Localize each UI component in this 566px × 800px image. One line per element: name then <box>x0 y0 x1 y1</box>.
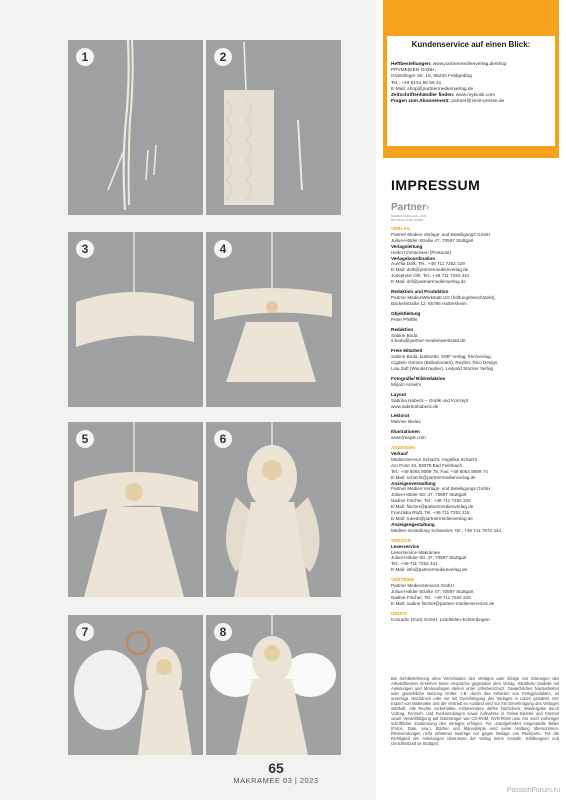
service-line-text: Tel.: +49 8131 56 55 41 <box>391 80 442 86</box>
impressum-line: s.boda@partner-medienwerkstatt.de <box>391 338 466 344</box>
impressum-line: Julius-Hölder-Straße 47, 70597 Stuttgart <box>391 237 474 243</box>
impressum-line: Tel.: +49 8064 9059 75, Fax: +49 8064 9059 74 <box>391 468 488 474</box>
logo-text: Partner <box>391 202 427 213</box>
cord-illustration <box>68 40 203 215</box>
impressum-line: E-Mail: info@partnermedienverlag.de <box>391 567 468 573</box>
impressum-line: Partner Medien Verlags- und Beteiligungs GmbH <box>391 231 491 237</box>
fringe-illustration <box>68 232 203 407</box>
angel-wings-illustration <box>68 422 203 597</box>
impressum-line: Backesstraße 12, 65795 Hattersheim <box>391 300 467 306</box>
section-heading: VERLAG <box>391 226 411 231</box>
impressum-line: Julius-Hölder-Straße 47, 70597 Stuttgart <box>391 588 474 594</box>
service-line-text: www.partnermedienverlag.de/shop <box>431 62 507 67</box>
step-number: 1 <box>76 48 94 66</box>
watermark: PassionForum.ru <box>506 787 560 794</box>
impressum-line: Melvine Bielas <box>391 419 421 425</box>
impressum-title: IMPRESSUM <box>391 177 481 193</box>
step-photo-7 <box>68 615 203 755</box>
logo-subtitle: MEDIEN VERLAGS- UND <box>391 214 427 218</box>
step-number: 8 <box>214 623 232 641</box>
impressum-line: E-Mail: nadine.fischer@partner-medienservices.de <box>391 600 495 606</box>
impressum-line: Josephine Ohl, Tel.: +49 711 7252 441 <box>391 273 470 279</box>
step-photo-6 <box>206 422 341 597</box>
impressum-line: Mirjam Anselm <box>391 381 422 387</box>
angle-body-illustration <box>206 232 341 407</box>
step-photo-8 <box>206 615 341 755</box>
subsection-heading: Redaktion und Produktion <box>391 289 449 295</box>
impressum-line: Heiko Christensen (Prokurist) <box>391 249 451 255</box>
subsection-heading: Objektleitung <box>391 310 421 316</box>
impressum-line: E-Mail: rueedt@partnermedienverlag.de <box>391 515 473 521</box>
impressum-line: E-Mail: dolk@partnermedienverlag.de <box>391 267 469 273</box>
subsection-heading: Lektorat <box>391 413 410 419</box>
step-number: 2 <box>214 48 232 66</box>
partner-logo <box>391 197 443 223</box>
frayed-cord-illustration <box>206 40 341 215</box>
step-photo-2 <box>206 40 341 215</box>
subsection-heading: Leserservice <box>391 543 420 549</box>
subsection-heading: Anzeigenverwaltung <box>391 480 436 486</box>
step-number: 4 <box>214 240 232 258</box>
step-photo-4 <box>206 232 341 407</box>
impressum-line: E-Mail: schacht@partnermedienverlag.de <box>391 474 476 480</box>
step-number: 6 <box>214 430 232 448</box>
impressum-line: www.freepik.com <box>391 435 426 441</box>
subsection-heading: Redaktion <box>391 326 414 332</box>
chevron-right-icon: › <box>426 202 430 213</box>
subsection-heading: Illustrationen <box>391 429 420 435</box>
impressum-line: Aurelia Dolk, Tel.: +49 711 7252 229 <box>391 261 465 267</box>
step-photo-3 <box>68 232 203 407</box>
subsection-heading: Freie Mitarbeit <box>391 348 423 354</box>
impressum-line: Sabrina Habeck – Grafik und Konzept <box>391 397 469 403</box>
issue-label: MAKRAMEE 03 | 2023 <box>233 776 319 785</box>
logo-subtitle: BETEILIGUNGS GMBH <box>391 217 424 222</box>
impressum-line: Partner Medien Verlags- und Beteiligungs GmbH <box>391 486 491 492</box>
service-line-text: partner@zenit-presse.de <box>449 99 505 105</box>
service-line-text: www.mykiosk.com <box>454 93 495 99</box>
impressum-line: Medien-Gestaltung Schweizer, Tel.: +49 711 7874 444 <box>391 527 502 533</box>
impressum-line: MedienService Schacht, Angelika Schacht <box>391 456 478 462</box>
subsection-heading: Fotografie/ Bildredaktion <box>391 375 446 381</box>
subsection-heading: Verlagsleitung <box>391 243 423 249</box>
impressum-line: Sabine Boda, buttinette, EMF Verlag, frechverlag, <box>391 354 492 360</box>
service-line-label: Zeitschriftenhändler finden: <box>391 93 455 99</box>
service-line-label: Fragen zum Abonnement: <box>391 99 450 105</box>
impressum-line: E-Mail: ohl@partnermedienverlag.de <box>391 279 466 285</box>
subsection-heading: Verkauf <box>391 451 408 456</box>
impressum-body <box>391 226 559 622</box>
impressum-line: Julius-Hölder-Str. 47, 70597 Stuttgart <box>391 492 467 498</box>
step-number: 5 <box>76 430 94 448</box>
impressum-line: Tel.: +49 711 7252 441 <box>391 561 438 567</box>
service-box-title: Kundenservice auf einen Blick: <box>411 40 531 49</box>
step-number: 3 <box>76 240 94 258</box>
service-line-label: Heftbestellungen: <box>391 62 432 67</box>
impressum-line: www.sabrinahabeck.de <box>391 403 439 409</box>
impressum-line: Franziska Rüdt, Tel. +49 711 7252 216 <box>391 510 470 516</box>
page-footer <box>176 760 376 785</box>
impressum-line: Nadine Fischer, Tel.: +49 711 7252 225 <box>391 498 471 504</box>
impressum-line: Cigdem Gomez (Bolkoknotart), Rayher, Rico Design, <box>391 360 499 366</box>
section-heading: SERVICE <box>391 537 412 543</box>
impressum-line: Konradin Druck GmbH, Leinfelden-Echterdingen <box>391 616 490 622</box>
impressum-line: Julius-Hölder-Str. 47, 70597 Stuttgart <box>391 555 467 561</box>
impressum-line: Sabine Boda <box>391 332 418 338</box>
section-heading: DRUCK <box>391 610 408 616</box>
impressum-line: E-Mail: fischer@partnermedienverlag.de <box>391 504 474 510</box>
step-number: 7 <box>76 623 94 641</box>
service-line-text: Grasslinger Str. 15, 85232 Feldgeding <box>391 74 472 80</box>
subsection-heading: Layout <box>391 391 407 397</box>
section-heading: VERTRIEB <box>391 577 415 583</box>
legal-disclaimer: Bei Nichtbelieferung ohne Verschulden des Verlages oder infolge von Störungen des Arbeitsfriedens bestehen keine Ansprüche gegenüber dem Verlag. Sämtliche Modelle mit Anleitungen und Motivvorlagen stehen unter Urheberschutz. Gewerbliches Nacharbeiten oder gewerbliche Nutzung Dritter, z.B. durch das Anbieten von Fertigprodukten, ist untersagt. Nachdruck oder nur mit Genehmigung des Verlages in Listen gestattet. Der Export von Materialen und der Vertrieb im Ausland sind nur mit Genehmigung des Verlages statthaft. Alle Rechte vorbehalten. Insbesondere dürfen Nachdruck, Wiedergabe durch Vortrag, Fernseh- und Funksendungen sowie Aufnahme in Online-Dienste und Internet sowie Vervielfältigung auf Datenträger wie CD-ROM, DVD-ROM usw. nur nach vorheriger schriftlicher Zustimmung des Verlages erfolgen. Für unaufgefordert eingesandte Bilder (Fotos, Dias, usw.), Bücher und Manuskripte wird keine Haftung übernommen. Rücksendungen nicht erbetener Beiträge nur gegen Beilage von Rückporto. Für die Richtigkeit der Anleitungen übernimmt der Verlag keine Gewähr. Erfüllungsort und Gerichtsstand ist Stuttgart. <box>391 676 559 746</box>
impressum-line: Partner Medienservices GmbH <box>391 583 454 589</box>
service-line <box>391 99 551 105</box>
service-line-text: PPVMEDIEN GmbH, <box>391 68 436 74</box>
impressum-line: Nadine Fischer, Tel.: +49 711 7252 225 <box>391 594 471 600</box>
page-number: 65 <box>268 760 284 776</box>
service-line-text: E-Mail: shop@partnermedienverlag.de <box>391 86 474 92</box>
angel-hair-illustration <box>206 422 341 597</box>
impressum-line: Partner MedienWerkstatt UG (haftungsbeschränkt), <box>391 294 496 300</box>
impressum-line: Am Point 10, 83075 Bad Feilnbach <box>391 462 462 468</box>
step-photo-1 <box>68 40 203 215</box>
subsection-heading: Verlagskoordination <box>391 255 436 261</box>
impressum-line: Peter Pfeiffer <box>391 316 418 322</box>
step-photo-5 <box>68 422 203 597</box>
subsection-heading: Anzeigengestaltung <box>391 521 435 527</box>
impressum-line: Leserservice Makramee <box>391 549 441 555</box>
impressum-line: Lisa Zaft (Wunderzauber), Leopold Stocker Verlag <box>391 366 494 372</box>
section-heading: ANZEIGEN <box>391 445 415 451</box>
service-list <box>391 62 551 105</box>
